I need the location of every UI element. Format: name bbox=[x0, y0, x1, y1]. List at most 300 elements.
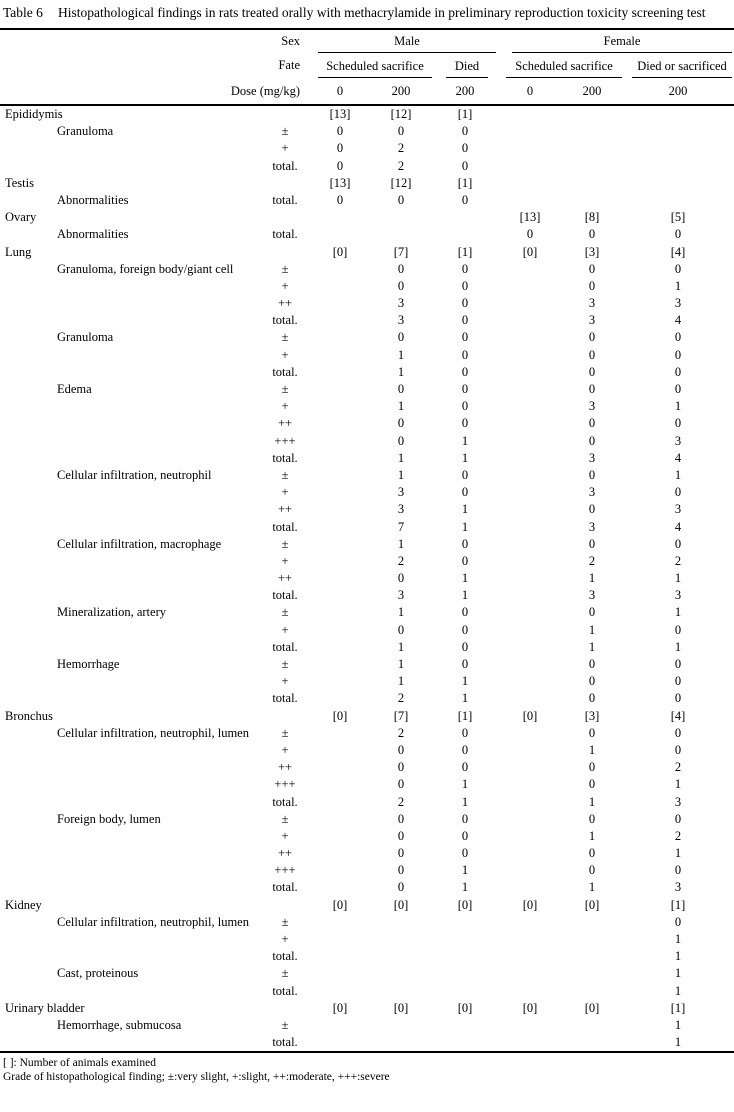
value-cell: 3 bbox=[674, 433, 682, 448]
value-cell: 3 bbox=[674, 880, 682, 895]
finding-row bbox=[0, 278, 734, 295]
organ-cell: Testis bbox=[5, 175, 34, 190]
grade-cell: ± bbox=[281, 966, 289, 981]
finding-row bbox=[0, 794, 734, 811]
value-cell bbox=[370, 965, 432, 982]
finding-cell: Foreign body, lumen bbox=[57, 811, 161, 826]
value-cell bbox=[498, 450, 562, 467]
dose-label: Dose (mg/kg) bbox=[230, 83, 300, 98]
finding-row bbox=[0, 158, 734, 175]
finding-row bbox=[0, 673, 734, 690]
grade-cell: + bbox=[281, 347, 289, 362]
value-cell bbox=[310, 209, 370, 226]
fate-label: Fate bbox=[278, 58, 300, 72]
finding-cell bbox=[0, 570, 260, 587]
value-cell: 2 bbox=[397, 725, 405, 740]
value-cell: 0 bbox=[461, 382, 469, 396]
value-cell bbox=[498, 433, 562, 450]
value-cell: 1 bbox=[461, 502, 469, 517]
table-number: Table 6 bbox=[3, 5, 43, 20]
value-cell bbox=[432, 948, 498, 965]
grade-cell: ± bbox=[281, 124, 289, 139]
finding-row bbox=[0, 725, 734, 742]
grade-cell: + bbox=[281, 932, 289, 946]
value-cell bbox=[498, 105, 562, 123]
grade-cell: ++ bbox=[277, 846, 293, 861]
value-cell: 0 bbox=[461, 467, 469, 482]
finding-row bbox=[0, 587, 734, 604]
finding-cell bbox=[0, 433, 260, 450]
value-cell: [13] bbox=[329, 107, 351, 121]
value-cell: 1 bbox=[674, 983, 682, 998]
value-cell: 1 bbox=[674, 639, 682, 654]
value-cell: 1 bbox=[397, 399, 405, 414]
finding-row bbox=[0, 965, 734, 982]
organ-cell: Urinary bladder bbox=[5, 1000, 85, 1015]
value-cell bbox=[310, 1017, 370, 1034]
value-cell: 0 bbox=[674, 382, 682, 396]
grade-cell: total. bbox=[272, 588, 298, 603]
value-cell: 0 bbox=[397, 846, 405, 861]
grade-cell: total. bbox=[272, 983, 298, 998]
value-cell: 0 bbox=[588, 691, 596, 706]
value-cell bbox=[432, 983, 498, 1000]
value-cell: 0 bbox=[397, 571, 405, 586]
value-cell bbox=[310, 278, 370, 295]
organ-row bbox=[0, 105, 734, 123]
finding-row bbox=[0, 656, 734, 673]
value-cell: 0 bbox=[674, 863, 682, 878]
value-cell: 1 bbox=[588, 742, 596, 757]
organ-row bbox=[0, 175, 734, 192]
value-cell bbox=[310, 433, 370, 450]
value-cell: [7] bbox=[393, 244, 409, 259]
finding-cell: Hemorrhage bbox=[57, 657, 120, 671]
value-cell bbox=[498, 604, 562, 621]
value-cell bbox=[310, 570, 370, 587]
dose-value-female-died: 200 bbox=[668, 83, 688, 98]
grade-cell: ± bbox=[281, 657, 289, 671]
grade-cell: total. bbox=[272, 794, 298, 809]
value-cell: 0 bbox=[674, 914, 682, 929]
grade-cell: +++ bbox=[274, 863, 296, 878]
value-cell bbox=[498, 158, 562, 175]
value-cell bbox=[310, 261, 370, 278]
value-cell bbox=[310, 965, 370, 982]
finding-cell: Cellular infiltration, neutrophil bbox=[57, 467, 212, 482]
organ-cell: Lung bbox=[5, 244, 32, 259]
organ-cell: Ovary bbox=[5, 210, 37, 225]
value-cell: [0] bbox=[522, 244, 538, 259]
grade-cell: ± bbox=[281, 1017, 289, 1032]
value-cell bbox=[562, 123, 622, 140]
grade-cell bbox=[260, 105, 310, 123]
value-cell bbox=[498, 501, 562, 518]
value-cell bbox=[622, 123, 734, 140]
finding-cell bbox=[0, 295, 260, 312]
grade-cell: ± bbox=[281, 536, 289, 551]
finding-cell bbox=[0, 879, 260, 896]
value-cell: [0] bbox=[332, 897, 348, 912]
value-cell: 4 bbox=[674, 519, 682, 534]
value-cell bbox=[310, 484, 370, 501]
finding-row bbox=[0, 364, 734, 381]
value-cell: [0] bbox=[457, 897, 473, 912]
value-cell: [3] bbox=[584, 244, 600, 259]
finding-cell bbox=[0, 742, 260, 759]
value-cell: 0 bbox=[588, 261, 596, 276]
finding-cell bbox=[0, 622, 260, 639]
value-cell bbox=[310, 295, 370, 312]
value-cell: 0 bbox=[461, 742, 469, 757]
value-cell: 1 bbox=[461, 777, 469, 792]
grade-cell: + bbox=[281, 622, 289, 637]
value-cell: 2 bbox=[397, 141, 405, 156]
value-cell: [7] bbox=[393, 708, 409, 723]
finding-cell bbox=[0, 931, 260, 948]
female-died-or-sacrificed-header bbox=[622, 53, 734, 78]
value-cell bbox=[310, 914, 370, 931]
grade-cell: ++ bbox=[277, 296, 293, 311]
value-cell: 0 bbox=[397, 622, 405, 637]
value-cell: 1 bbox=[588, 639, 596, 654]
value-cell: 1 bbox=[674, 966, 682, 981]
grade-cell: ++ bbox=[277, 502, 293, 517]
sex-header-row bbox=[0, 29, 734, 53]
value-cell bbox=[310, 879, 370, 896]
value-cell: 0 bbox=[674, 227, 682, 242]
grade-cell: total. bbox=[272, 1035, 298, 1050]
finding-row bbox=[0, 931, 734, 948]
dose-value-male-control: 0 bbox=[336, 83, 344, 98]
value-cell: 1 bbox=[461, 571, 469, 586]
finding-cell: Cellular infiltration, macrophage bbox=[57, 536, 222, 551]
value-cell bbox=[432, 931, 498, 948]
value-cell bbox=[622, 105, 734, 123]
grade-cell: total. bbox=[272, 949, 298, 964]
value-cell bbox=[562, 105, 622, 123]
value-cell bbox=[498, 656, 562, 673]
value-cell bbox=[310, 639, 370, 656]
value-cell: 2 bbox=[674, 828, 682, 843]
value-cell: 3 bbox=[397, 485, 405, 500]
value-cell: 0 bbox=[461, 639, 469, 654]
value-cell bbox=[498, 261, 562, 278]
value-cell bbox=[310, 226, 370, 243]
finding-row bbox=[0, 329, 734, 346]
organ-cell: Bronchus bbox=[5, 708, 53, 723]
value-cell bbox=[498, 811, 562, 828]
value-cell: 0 bbox=[461, 261, 469, 276]
histopathology-table bbox=[0, 28, 734, 1053]
value-cell bbox=[498, 965, 562, 982]
value-cell bbox=[370, 1034, 432, 1052]
value-cell bbox=[310, 622, 370, 639]
finding-row bbox=[0, 776, 734, 793]
value-cell: 1 bbox=[674, 777, 682, 792]
value-cell: 0 bbox=[674, 536, 682, 551]
value-cell bbox=[498, 123, 562, 140]
finding-row bbox=[0, 484, 734, 501]
finding-cell: Granuloma bbox=[57, 330, 114, 345]
value-cell bbox=[562, 1017, 622, 1034]
finding-row bbox=[0, 845, 734, 862]
grade-cell: total. bbox=[272, 639, 298, 654]
value-cell: 2 bbox=[397, 553, 405, 568]
value-cell: 2 bbox=[674, 553, 682, 568]
value-cell: 0 bbox=[397, 742, 405, 757]
finding-cell: Cast, proteinous bbox=[57, 966, 139, 981]
finding-row bbox=[0, 381, 734, 398]
value-cell: [0] bbox=[393, 1000, 409, 1015]
value-cell: 0 bbox=[588, 330, 596, 345]
finding-cell: Mineralization, artery bbox=[57, 605, 166, 620]
value-cell bbox=[310, 759, 370, 776]
value-cell: 4 bbox=[674, 450, 682, 465]
value-cell: 0 bbox=[674, 811, 682, 826]
grade-cell: + bbox=[281, 553, 289, 568]
value-cell: 0 bbox=[588, 863, 596, 878]
value-cell: 0 bbox=[674, 485, 682, 500]
finding-row bbox=[0, 553, 734, 570]
value-cell bbox=[498, 1034, 562, 1052]
value-cell: [0] bbox=[332, 244, 348, 259]
value-cell bbox=[310, 536, 370, 553]
value-cell bbox=[562, 1034, 622, 1052]
value-cell: 0 bbox=[461, 605, 469, 620]
dose-value-female-treated: 200 bbox=[582, 83, 602, 98]
value-cell: 2 bbox=[397, 158, 405, 173]
finding-cell bbox=[0, 794, 260, 811]
value-cell bbox=[370, 1017, 432, 1034]
value-cell: 1 bbox=[397, 467, 405, 482]
dose-value-female-control: 0 bbox=[526, 83, 534, 98]
value-cell: 0 bbox=[397, 278, 405, 293]
value-cell bbox=[498, 398, 562, 415]
value-cell bbox=[370, 983, 432, 1000]
value-cell bbox=[310, 983, 370, 1000]
value-cell: 0 bbox=[397, 760, 405, 775]
male-scheduled-sacrifice-header bbox=[310, 53, 432, 78]
value-cell bbox=[622, 158, 734, 175]
value-cell bbox=[310, 467, 370, 484]
value-cell: 0 bbox=[397, 192, 405, 207]
value-cell: [0] bbox=[457, 1000, 473, 1015]
grade-cell: ++ bbox=[277, 416, 293, 431]
value-cell bbox=[622, 192, 734, 209]
value-cell: 3 bbox=[588, 485, 596, 500]
grade-cell: ± bbox=[281, 467, 289, 482]
value-cell: 0 bbox=[588, 777, 596, 792]
value-cell bbox=[498, 776, 562, 793]
value-cell: 1 bbox=[588, 880, 596, 895]
finding-cell bbox=[0, 862, 260, 879]
value-cell: 0 bbox=[674, 261, 682, 276]
value-cell: 1 bbox=[674, 932, 682, 946]
finding-cell bbox=[0, 450, 260, 467]
value-cell: 0 bbox=[461, 485, 469, 500]
grade-cell: total. bbox=[272, 158, 298, 173]
value-cell: [1] bbox=[670, 1000, 686, 1015]
male-group-label: Male bbox=[318, 34, 496, 53]
value-cell: 1 bbox=[588, 571, 596, 586]
finding-cell bbox=[0, 501, 260, 518]
table-body bbox=[0, 105, 734, 1052]
value-cell: [12] bbox=[390, 175, 412, 190]
grade-cell: total. bbox=[272, 227, 298, 242]
value-cell: 3 bbox=[588, 588, 596, 603]
footnote-animals-examined: [ ]: Number of animals examined bbox=[3, 1057, 156, 1070]
finding-cell bbox=[0, 948, 260, 965]
value-cell: 3 bbox=[588, 399, 596, 414]
value-cell bbox=[498, 948, 562, 965]
value-cell: 0 bbox=[588, 605, 596, 620]
value-cell bbox=[562, 175, 622, 192]
grade-cell: total. bbox=[272, 450, 298, 465]
finding-cell bbox=[0, 553, 260, 570]
value-cell: 3 bbox=[674, 588, 682, 603]
value-cell: [1] bbox=[457, 107, 473, 121]
finding-cell bbox=[0, 415, 260, 432]
value-cell bbox=[310, 742, 370, 759]
value-cell: 0 bbox=[526, 227, 534, 242]
value-cell bbox=[310, 347, 370, 364]
finding-cell bbox=[0, 158, 260, 175]
value-cell bbox=[498, 347, 562, 364]
footnote-grade-legend: Grade of histopathological finding; ±:very slight, +:slight, ++:moderate, +++:severe bbox=[3, 1071, 390, 1084]
value-cell: 0 bbox=[461, 725, 469, 740]
finding-cell bbox=[0, 312, 260, 329]
finding-row bbox=[0, 983, 734, 1000]
value-cell: 0 bbox=[674, 330, 682, 345]
value-cell bbox=[498, 879, 562, 896]
finding-row bbox=[0, 192, 734, 209]
male-died-label: Died bbox=[446, 59, 488, 78]
value-cell bbox=[562, 158, 622, 175]
finding-row bbox=[0, 467, 734, 484]
value-cell: 2 bbox=[397, 691, 405, 706]
value-cell: 0 bbox=[461, 296, 469, 311]
value-cell: 0 bbox=[461, 536, 469, 551]
value-cell bbox=[498, 140, 562, 157]
value-cell: [0] bbox=[332, 708, 348, 723]
finding-row bbox=[0, 811, 734, 828]
value-cell: 3 bbox=[674, 296, 682, 311]
value-cell: [0] bbox=[584, 897, 600, 912]
value-cell: [0] bbox=[522, 708, 538, 723]
grade-cell: ++ bbox=[277, 571, 293, 586]
finding-row bbox=[0, 295, 734, 312]
table-title bbox=[3, 4, 734, 21]
value-cell: 2 bbox=[674, 760, 682, 775]
value-cell bbox=[432, 209, 498, 226]
value-cell: 1 bbox=[674, 1017, 682, 1032]
organ-row bbox=[0, 1000, 734, 1017]
value-cell bbox=[310, 862, 370, 879]
footnotes bbox=[3, 1056, 734, 1084]
value-cell bbox=[310, 931, 370, 948]
value-cell bbox=[498, 536, 562, 553]
finding-row bbox=[0, 759, 734, 776]
female-scheduled-sacrifice-label: Scheduled sacrifice bbox=[506, 59, 622, 78]
value-cell: 1 bbox=[461, 691, 469, 706]
finding-cell: Cellular infiltration, neutrophil, lumen bbox=[57, 914, 249, 929]
value-cell: 1 bbox=[461, 433, 469, 448]
value-cell bbox=[370, 226, 432, 243]
value-cell bbox=[498, 364, 562, 381]
finding-cell bbox=[0, 1034, 260, 1052]
value-cell: 1 bbox=[588, 828, 596, 843]
value-cell: [1] bbox=[457, 175, 473, 190]
value-cell: 1 bbox=[461, 588, 469, 603]
value-cell: 0 bbox=[461, 760, 469, 775]
male-group-header bbox=[310, 29, 498, 53]
value-cell: 0 bbox=[336, 124, 344, 139]
value-cell: 0 bbox=[588, 760, 596, 775]
organ-row bbox=[0, 244, 734, 261]
finding-cell bbox=[0, 278, 260, 295]
finding-cell bbox=[0, 983, 260, 1000]
grade-cell: ++ bbox=[277, 760, 293, 775]
value-cell: 0 bbox=[397, 416, 405, 431]
value-cell: 0 bbox=[461, 399, 469, 414]
grade-cell: total. bbox=[272, 364, 298, 379]
finding-row bbox=[0, 828, 734, 845]
female-group-label: Female bbox=[512, 34, 732, 53]
value-cell bbox=[370, 914, 432, 931]
paper-page bbox=[0, 4, 734, 1112]
grade-cell: + bbox=[281, 674, 289, 689]
grade-cell: ± bbox=[281, 811, 289, 826]
value-cell bbox=[498, 794, 562, 811]
value-cell bbox=[562, 140, 622, 157]
value-cell bbox=[498, 862, 562, 879]
value-cell: 0 bbox=[588, 227, 596, 242]
value-cell bbox=[498, 519, 562, 536]
finding-row bbox=[0, 622, 734, 639]
grade-cell bbox=[260, 209, 310, 226]
value-cell bbox=[310, 725, 370, 742]
male-scheduled-sacrifice-label: Scheduled sacrifice bbox=[318, 59, 432, 78]
finding-row bbox=[0, 742, 734, 759]
value-cell bbox=[498, 587, 562, 604]
value-cell bbox=[310, 312, 370, 329]
value-cell: 0 bbox=[674, 725, 682, 740]
value-cell: 1 bbox=[461, 863, 469, 878]
value-cell bbox=[562, 948, 622, 965]
organ-row bbox=[0, 209, 734, 226]
value-cell bbox=[498, 622, 562, 639]
finding-row bbox=[0, 570, 734, 587]
value-cell: 0 bbox=[461, 330, 469, 345]
finding-cell bbox=[0, 845, 260, 862]
value-cell: 0 bbox=[461, 141, 469, 156]
value-cell: 3 bbox=[588, 313, 596, 328]
value-cell bbox=[310, 656, 370, 673]
value-cell bbox=[622, 175, 734, 192]
grade-cell: + bbox=[281, 742, 289, 757]
value-cell: 1 bbox=[461, 450, 469, 465]
value-cell bbox=[310, 794, 370, 811]
organ-row bbox=[0, 897, 734, 914]
value-cell: 1 bbox=[461, 519, 469, 534]
grade-cell: ± bbox=[281, 914, 289, 929]
grade-cell: total. bbox=[272, 519, 298, 534]
value-cell: 0 bbox=[674, 674, 682, 689]
value-cell: 0 bbox=[397, 261, 405, 276]
value-cell bbox=[498, 759, 562, 776]
value-cell bbox=[310, 604, 370, 621]
